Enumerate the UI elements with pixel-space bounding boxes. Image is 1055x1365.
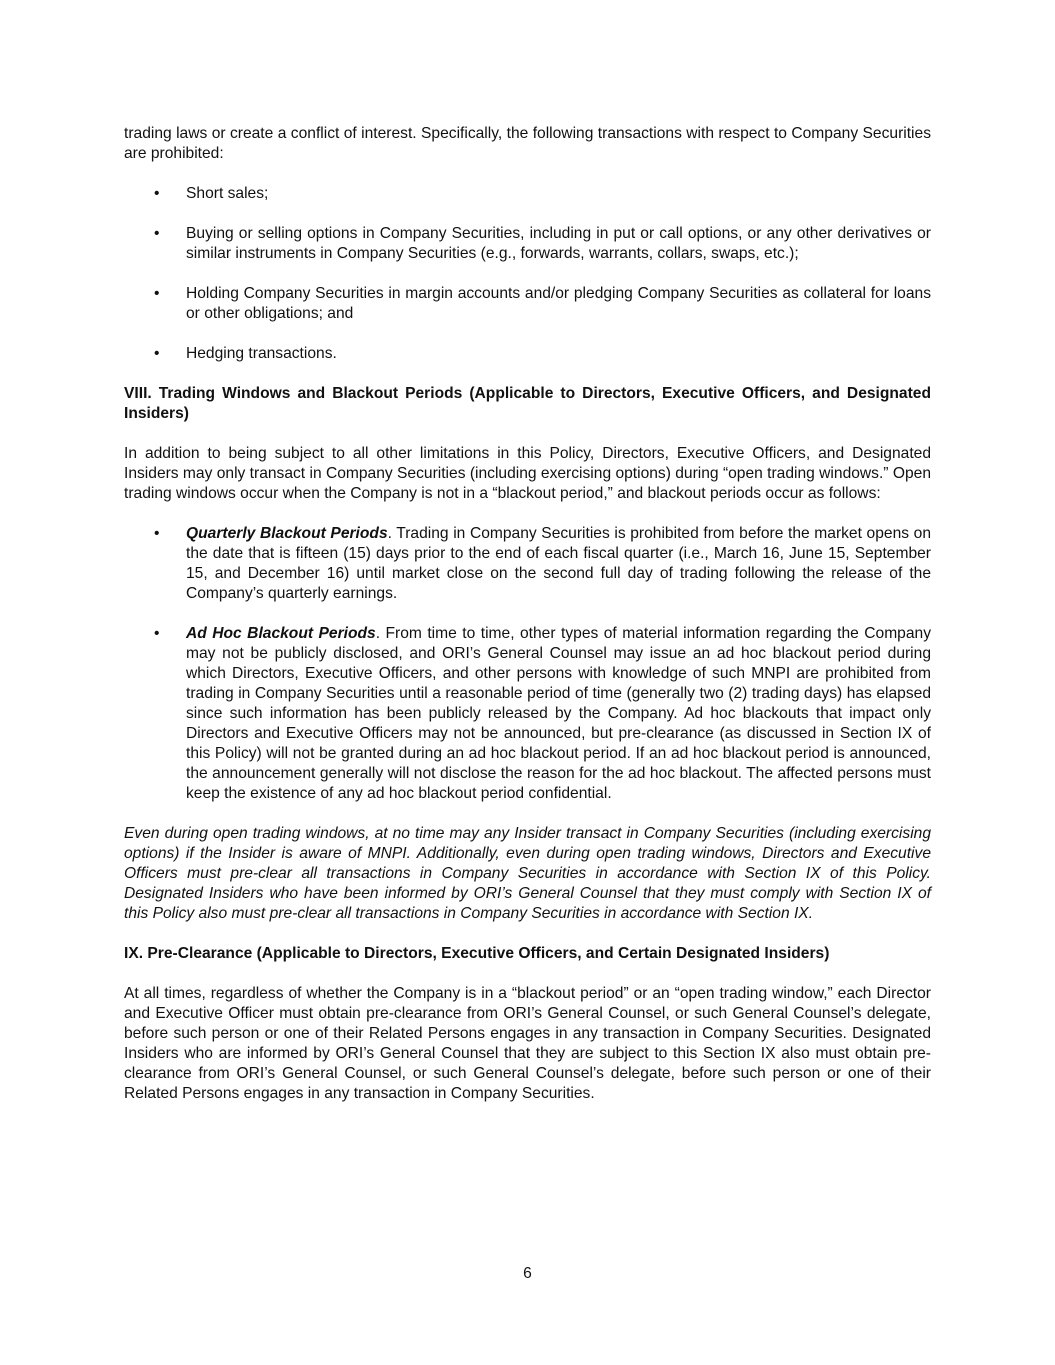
section-viii-closing: Even during open trading windows, at no time may any Insider transact in Company Securities (including exercising options) if the Insider is aware of MNPI. Additionally, even during open trading windows, Directors and Executive Officers must pre-clear all transactions in Company Securities in accordance with Section IX of this Policy. Designated Insiders who have been informed by ORI’s General Counsel that they must comply with Section IX of this Policy also must pre-clear all transactions in Company Securities in accordance with Section IX. [124, 825, 931, 922]
list-item [124, 184, 931, 204]
defined-term: Ad Hoc Blackout Periods [186, 625, 376, 642]
bullet-icon: • [154, 525, 160, 542]
section-ix-heading: IX. Pre-Clearance (Applicable to Directors, Executive Officers, and Certain Designated Insiders) [124, 945, 830, 962]
bullet-icon: • [154, 185, 160, 202]
section-viii-intro: In addition to being subject to all other limitations in this Policy, Directors, Executive Officers, and Designated Insiders may only transact in Company Securities (including exercising options) during “open trading windows.” Open trading windows occur when the Company is not in a “blackout period,” and blackout periods occur as follows: [124, 445, 931, 502]
list-item-text: Hedging transactions. [186, 345, 337, 362]
list-item-text: Buying or selling options in Company Securities, including in put or call options, or any other derivatives or similar instruments in Company Securities (e.g., forwards, warrants, collars, swaps, etc.); [186, 225, 931, 262]
blackout-periods-list [124, 524, 931, 804]
defined-term: Quarterly Blackout Periods [186, 525, 388, 542]
section-viii-heading: VIII. Trading Windows and Blackout Periods (Applicable to Directors, Executive Officers, and Designated Insiders) [124, 385, 931, 422]
page-number: 6 [523, 1265, 532, 1282]
bullet-icon: • [154, 225, 160, 242]
list-item-text: Holding Company Securities in margin accounts and/or pledging Company Securities as collateral for loans or other obligations; and [186, 285, 931, 322]
bullet-icon: • [154, 285, 160, 302]
list-item-text: . Trading in Company Securities is prohibited from before the market opens on the date that is fifteen (15) days prior to the end of each fiscal quarter (i.e., March 16, June 15, September 15, and December 16) until market close on the second full day of trading following the release of the Company’s quarterly earnings. [186, 525, 931, 602]
list-item [124, 524, 931, 604]
document-page [124, 124, 931, 1124]
list-item [124, 224, 931, 264]
list-item [124, 624, 931, 804]
section-ix-body: At all times, regardless of whether the Company is in a “blackout period” or an “open trading window,” each Director and Executive Officer must obtain pre-clearance from ORI’s General Counsel, or such General Counsel’s delegate, before such person or one of their Related Persons engages in any transaction in Company Securities. Designated Insiders who are informed by ORI’s General Counsel that they are subject to this Section IX also must obtain pre-clearance from ORI’s General Counsel, or such General Counsel’s delegate, before such person or one of their Related Persons engages in any transaction in Company Securities. [124, 985, 931, 1102]
bullet-icon: • [154, 625, 160, 642]
list-item [124, 284, 931, 324]
prohibited-transactions-list [124, 184, 931, 364]
list-item-text: Short sales; [186, 185, 269, 202]
bullet-icon: • [154, 345, 160, 362]
intro-paragraph: trading laws or create a conflict of interest. Specifically, the following transactions with respect to Company Securities are prohibited: [124, 125, 931, 162]
list-item [124, 344, 931, 364]
list-item-text: . From time to time, other types of material information regarding the Company may not be publicly disclosed, and ORI’s General Counsel may issue an ad hoc blackout period during which Directors, Executive Officers, and other persons with knowledge of such MNPI are prohibited from trading in Company Securities until a reasonable period of time (generally two (2) trading days) has elapsed since such information has been publicly released by the Company. Ad hoc blackouts that impact only Directors and Executive Officers may not be announced, but pre-clearance (as discussed in Section IX of this Policy) will not be granted during an ad hoc blackout period. If an ad hoc blackout period is announced, the announcement generally will not disclose the reason for the ad hoc blackout. The affected persons must keep the existence of any ad hoc blackout period confidential. [186, 625, 931, 802]
